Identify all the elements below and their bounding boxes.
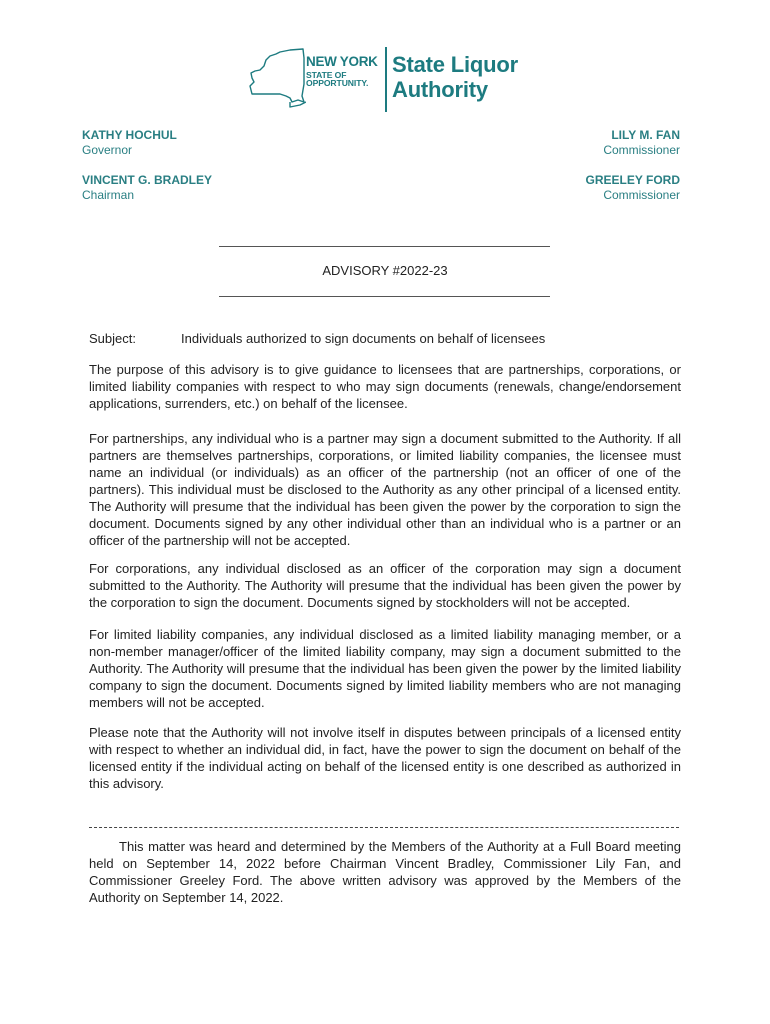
logo-opportunity: OPPORTUNITY. — [306, 78, 369, 89]
paragraph-corporations: For corporations, any individual disclosed as an officer of the corporation may sign a document submitted to the Authority. The Authority will presume that the individual has been given the power by the corporation to sign the document. Documents signed by stockholders will not be accepted. — [89, 561, 681, 610]
official-name: LILY M. FAN — [611, 128, 680, 142]
official-commissioner-ford — [586, 173, 680, 203]
subject-line — [89, 331, 545, 346]
logo-state-of: STATE OF — [306, 69, 347, 80]
agency-name-line1: State Liquor — [392, 52, 518, 77]
new-york-state-outline-icon — [246, 44, 306, 114]
official-title: Commissioner — [603, 188, 680, 202]
paragraph-disputes: Please note that the Authority will not involve itself in disputes between principals of a licensed entity with respect to whether an individual did, in fact, have the power to sign the document on behalf of the licensed entity if the individual acting on behalf of the licensed entity is one described as authorized in this advisory. — [89, 725, 681, 791]
footer-approval-text: This matter was heard and determined by the Members of the Authority at a Full Board meeting held on September 14, 2022 before Chairman Vincent Bradley, Commissioner Lily Fan, and Commissioner Greeley Ford. The above written advisory was approved by the Members of the Authority on September 14, 2022. — [89, 839, 681, 905]
agency-name-line2: Authority — [392, 77, 488, 102]
subject-label: Subject: — [89, 331, 136, 346]
paragraph-partnerships: For partnerships, any individual who is a partner may sign a document submitted to the Authority. If all partners are themselves partnerships, corporations, or limited liability companies, the licensee must name an individual (or individuals) as an officer of the partnership (not an officer of one of the partners). This individual must be disclosed to the Authority as any other principal of a licensed entity. The Authority will presume that the individual has been given the power by the corporation to sign the document. Documents signed by any other individual other than an individual who is a partner or an officer of the partnership will not be accepted. — [89, 431, 681, 548]
new-york-wordmark — [306, 55, 378, 88]
nys-sla-logo — [246, 44, 526, 114]
logo-new-york: NEW YORK — [306, 54, 378, 69]
official-title: Governor — [82, 143, 133, 157]
subject-text: Individuals authorized to sign documents on behalf of licensees — [181, 331, 546, 346]
official-chairman — [82, 173, 212, 203]
heading-rule-top — [219, 246, 550, 247]
footer-dashed-rule — [89, 827, 679, 828]
heading-rule-bottom — [219, 296, 550, 297]
official-name: GREELEY FORD — [585, 173, 680, 187]
agency-wordmark — [392, 52, 518, 102]
paragraph-llc: For limited liability companies, any individual disclosed as a limited liability managing member, or a non-member manager/officer of the limited liability company, may sign a document submitted to the Authority. The Authority will presume that the individual has been given the power by the limited liability company to sign the document. Documents signed by limited liability members who are not managing members will not be accepted. — [89, 627, 681, 710]
official-governor — [82, 128, 177, 158]
paragraph-purpose: The purpose of this advisory is to give guidance to licensees that are partnerships, corporations, or limited liability companies with respect to who may sign documents (renewals, change/endorsement applications, surrenders, etc.) on behalf of the licensee. — [89, 362, 681, 411]
official-title: Chairman — [82, 188, 135, 202]
official-name: KATHY HOCHUL — [82, 128, 177, 142]
official-commissioner-fan — [603, 128, 680, 158]
official-name: VINCENT G. BRADLEY — [82, 173, 213, 187]
logo-divider — [385, 47, 387, 112]
advisory-number: ADVISORY #2022-23 — [322, 263, 448, 278]
official-title: Commissioner — [603, 143, 680, 157]
